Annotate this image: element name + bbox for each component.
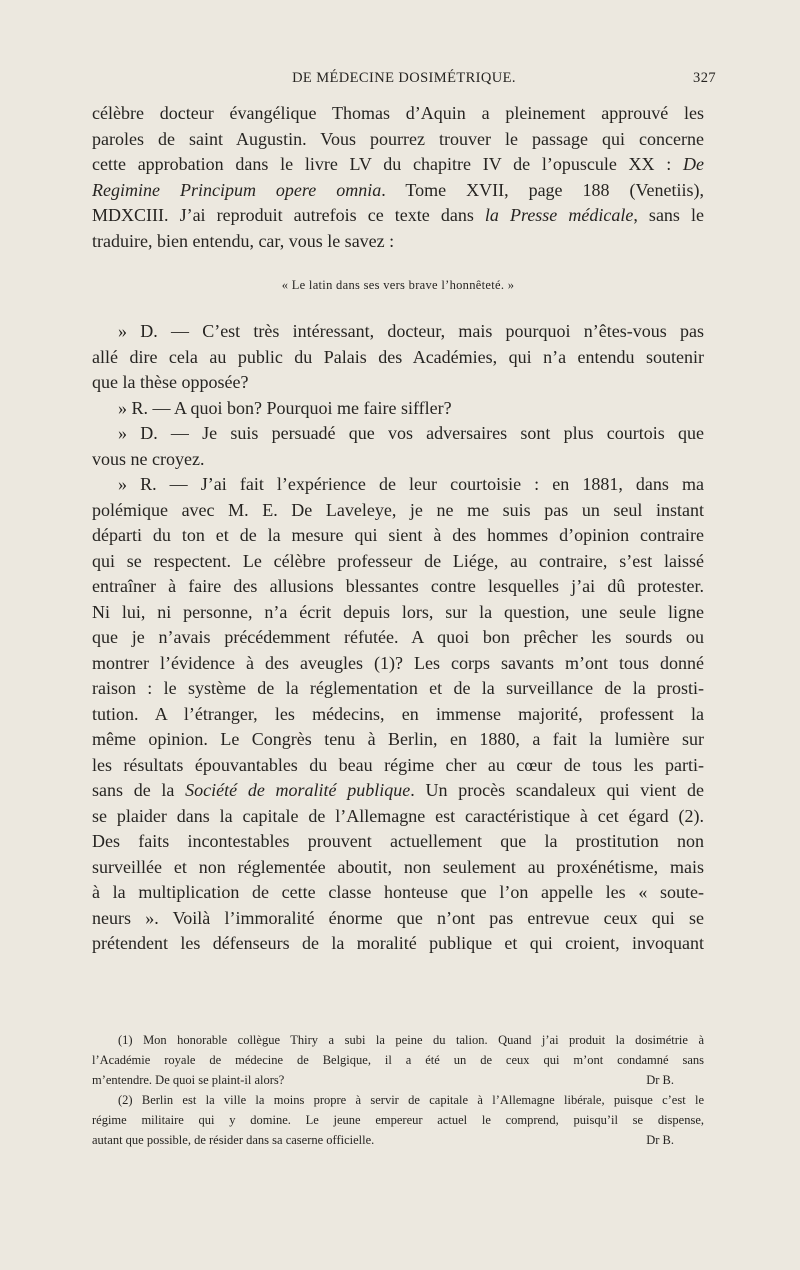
text-segment: , sans le bbox=[633, 205, 704, 225]
text-line: prétendent les défenseurs de la moralité publique et qui croient, invoquant bbox=[92, 933, 704, 953]
paragraph-4 bbox=[92, 421, 704, 472]
footnote-signature: Dr B. bbox=[646, 1133, 674, 1147]
text-segment: cette approbation dans le livre LV du chapitre IV de l’opuscule XX : bbox=[92, 154, 683, 174]
text-line: » D. — C’est très intéressant, docteur, mais pourquoi n’êtes-vous pas bbox=[118, 321, 704, 341]
text-segment: . Tome XVII, page 188 (Venetiis), bbox=[381, 179, 704, 200]
footnote-line: l’Académie royale de médecine de Belgique, il a été un de ceux qui m’ont condamné sans bbox=[92, 1053, 704, 1067]
footnote-line bbox=[92, 1130, 704, 1150]
text-line: montrer l’évidence à des aveugles (1)? Les corps savants m’ont tous donné bbox=[92, 652, 704, 673]
footnote-line: (2) Berlin est la ville la moins propre à servir de capitale à l’Allemagne libérale, puisque c’est le bbox=[118, 1093, 704, 1107]
text-line: les résultats épouvantables du beau régime cher au cœur de tous les parti- bbox=[92, 754, 704, 775]
footnote-text: autant que possible, de résider dans sa caserne officielle. bbox=[92, 1133, 375, 1147]
text-line: à la multiplication de cette classe honteuse que l’on appelle les « soute- bbox=[92, 882, 704, 902]
footnote-line bbox=[92, 1070, 704, 1090]
latin-quote: « Le latin dans ses vers brave l’honnêteté. » bbox=[281, 278, 515, 292]
footnote-1 bbox=[92, 1030, 704, 1090]
text-line: que la thèse opposée? bbox=[92, 372, 249, 392]
text-line: même opinion. Le Congrès tenu à Berlin, en 1880, a fait la lumière sur bbox=[92, 729, 704, 749]
running-title: DE MÉDECINE DOSIMÉTRIQUE. bbox=[292, 70, 516, 86]
text-line: » R. — J’ai fait l’expérience de leur courtoisie : en 1881, dans ma bbox=[118, 474, 704, 494]
paragraph-2 bbox=[92, 319, 704, 396]
text-line: neurs ». Voilà l’immoralité énorme que n’ont pas entrevue ceux qui se bbox=[92, 907, 704, 928]
main-text bbox=[92, 101, 704, 957]
society-name: Société de moralité publique bbox=[185, 780, 411, 800]
footnote-line: (1) Mon honorable collègue Thiry a subi la peine du talion. Quand j’ai produit la dosimétrie à bbox=[118, 1033, 704, 1047]
text-line: paroles de saint Augustin. Vous pourrez trouver le passage qui concerne bbox=[92, 128, 704, 149]
italic-word: De bbox=[683, 154, 704, 174]
text-segment: . Un procès scandaleux qui vient de bbox=[410, 780, 704, 800]
text-line: tution. A l’étranger, les médecins, en immense majorité, professent la bbox=[92, 703, 704, 724]
text-line: » D. — Je suis persuadé que vos adversaires sont plus courtois que bbox=[118, 423, 704, 443]
text-segment: MDXCIII. J’ai reproduit autrefois ce texte dans bbox=[92, 205, 485, 225]
text-segment: sans de la bbox=[92, 780, 186, 800]
paragraph-1 bbox=[92, 101, 704, 254]
text-line bbox=[92, 178, 704, 204]
book-title: Regimine Principum opere omnia bbox=[92, 179, 382, 200]
text-line bbox=[92, 203, 704, 229]
text-line: surveillée et non réglementée aboutit, non seulement au proxénétisme, mais bbox=[92, 856, 704, 877]
footnote-line: régime militaire qui y domine. Le jeune empereur actuel le comprend, puisqu’il se dispense, bbox=[92, 1113, 704, 1127]
text-line: Ni lui, ni personne, n’a écrit depuis lors, sur la question, une seule ligne bbox=[92, 601, 704, 622]
text-line: Des faits incontestables prouvent actuellement que la prostitution non bbox=[92, 831, 704, 851]
text-line: raison : le système de la réglementation et de la surveillance de la prosti- bbox=[92, 678, 704, 698]
paragraph-5 bbox=[92, 472, 704, 957]
text-line bbox=[92, 152, 704, 178]
journal-title: la Presse médicale bbox=[484, 205, 634, 225]
text-line: polémique avec M. E. De Laveleye, je ne me suis pas un seul instant bbox=[92, 499, 704, 520]
paragraph-3 bbox=[92, 396, 704, 422]
footnote-signature: Dr B. bbox=[646, 1073, 674, 1087]
text-line: que je n’avais précédemment réfutée. A quoi bon prêcher les sourds ou bbox=[92, 627, 704, 647]
text-line: entraîner à faire des allusions blessantes contre lesquelles j’ai dû protester. bbox=[92, 576, 704, 596]
text-line: qui se respectent. Le célèbre professeur de Liége, au contraire, s’est laissé bbox=[92, 550, 704, 571]
text-line: se plaider dans la capitale de l’Allemagne est caractéristique à cet égard (2). bbox=[92, 805, 704, 826]
text-line: célèbre docteur évangélique Thomas d’Aquin a pleinement approuvé les bbox=[92, 103, 704, 123]
text-line: départi du ton et de la mesure qui sient à des hommes d’opinion contraire bbox=[92, 525, 704, 545]
text-line: allé dire cela au public du Palais des Académies, qui n’a entendu soutenir bbox=[92, 346, 704, 367]
footnotes bbox=[92, 1030, 704, 1150]
page-header bbox=[92, 70, 716, 94]
text-line: » R. — A quoi bon? Pourquoi me faire siffler? bbox=[118, 397, 452, 418]
text-line bbox=[92, 778, 704, 804]
text-line: vous ne croyez. bbox=[92, 448, 205, 469]
footnote-2 bbox=[92, 1090, 704, 1150]
page-number: 327 bbox=[693, 70, 716, 86]
text-line: traduire, bien entendu, car, vous le savez : bbox=[92, 230, 395, 251]
footnote-text: m’entendre. De quoi se plaint-il alors? bbox=[92, 1073, 285, 1087]
